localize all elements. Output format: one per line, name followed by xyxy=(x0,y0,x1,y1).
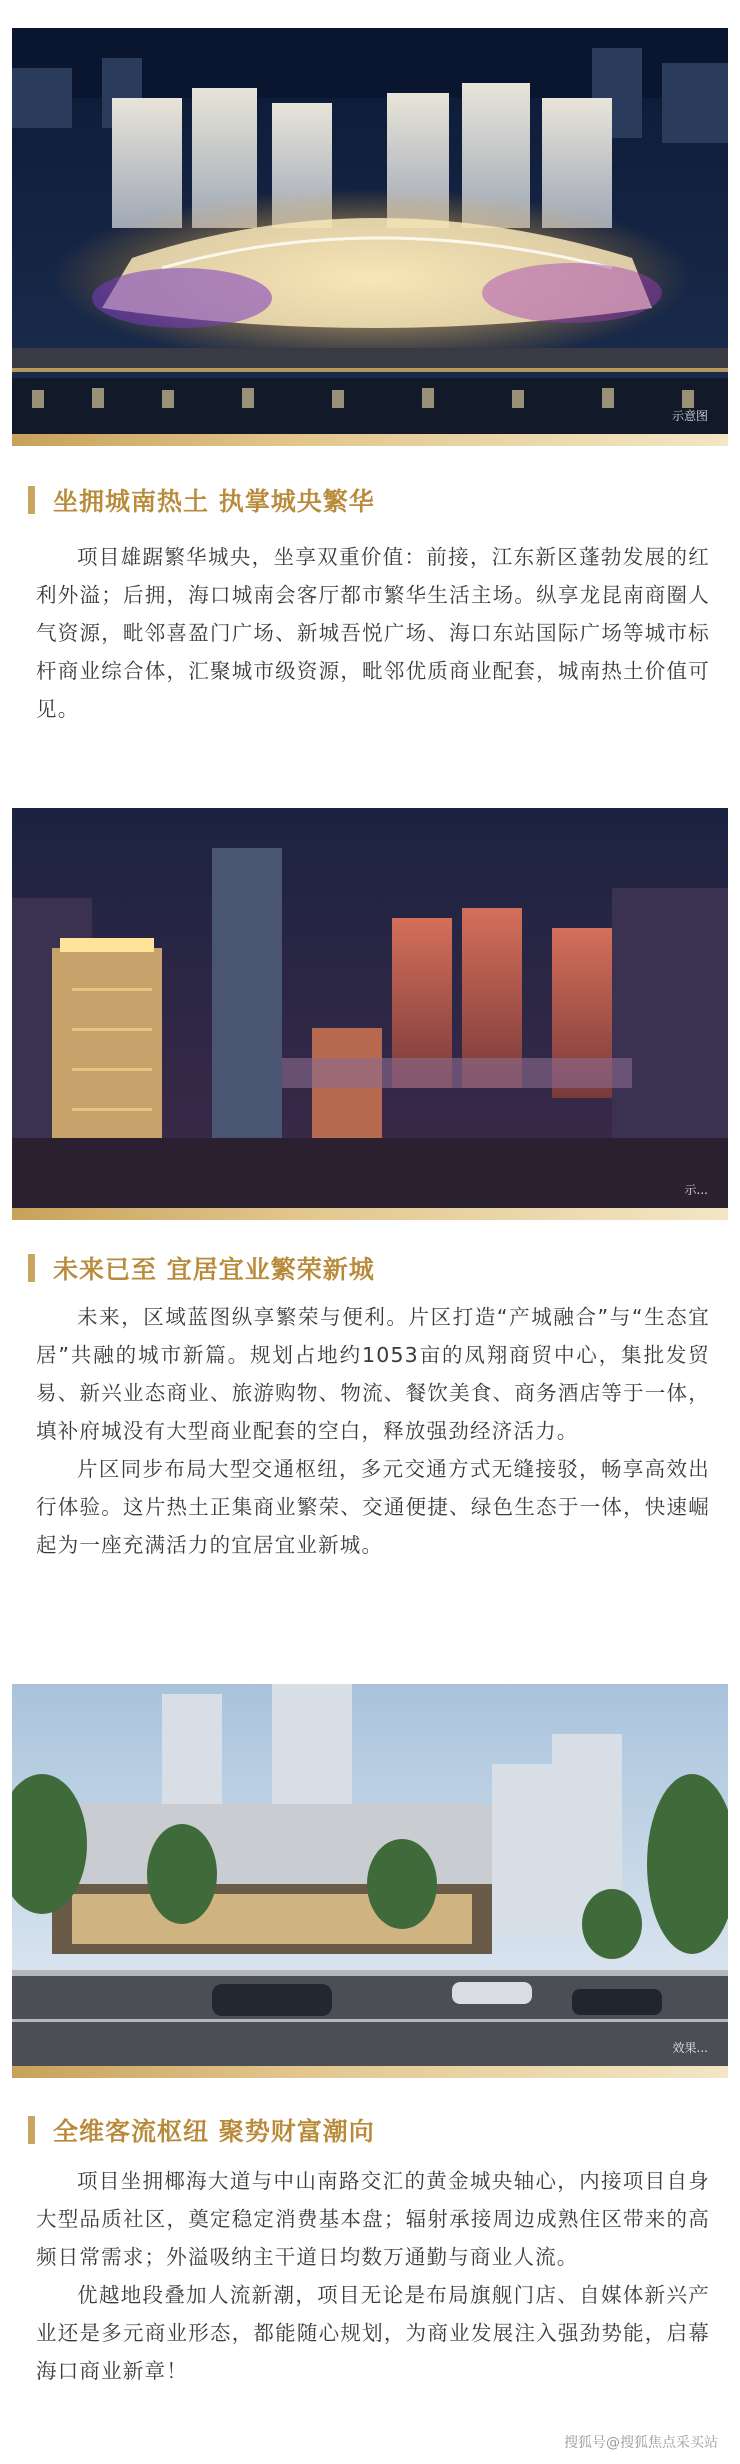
paragraph: 项目雄踞繁华城央，坐享双重价值：前接，江东新区蓬勃发展的红利外溢；后拥，海口城南会客厅都市繁华生活主场。纵享龙昆南商圈人气资源，毗邻喜盈门广场、新城吾悦广场、海口东站国际广场等城市标杆商业综合体，汇聚城市级资源，毗邻优质商业配套，城南热土价值可见。 xyxy=(36,545,710,721)
skyline-night-illustration xyxy=(12,808,728,1208)
section-title: 全维客流枢纽 聚势财富潮向 xyxy=(53,2117,375,2146)
image-caption: 示意图 xyxy=(671,409,708,423)
source-watermark: 搜狐号@搜狐焦点采买站 xyxy=(564,2435,718,2451)
section-body-3 xyxy=(36,2162,710,2390)
section-heading-3 xyxy=(28,2110,375,2150)
section-heading-2 xyxy=(28,1248,375,1288)
section-title: 未来已至 宜居宜业繁荣新城 xyxy=(53,1255,375,1284)
image-caption: 示... xyxy=(684,1183,708,1197)
gold-divider xyxy=(12,1208,728,1220)
aerial-night-image xyxy=(12,28,728,434)
section-body-2 xyxy=(36,1298,710,1564)
paragraph: 未来，区域蓝图纵享繁荣与便利。片区打造“产城融合”与“生态宜居”共融的城市新篇。规划占地约1053亩的凤翔商贸中心，集批发贸易、新兴业态商业、旅游购物、物流、餐饮美食、商务酒店等于一体，填补府城没有大型商业配套的空白，释放强劲经济活力。 xyxy=(36,1305,711,1443)
paragraph: 优越地段叠加人流新潮，项目无论是布局旗舰门店、自媒体新兴产业还是多元商业形态，都能随心规划，为商业发展注入强劲势能，启幕海口商业新章！ xyxy=(36,2283,710,2383)
section-body-1 xyxy=(36,538,710,728)
heading-accent-bar xyxy=(28,2116,35,2144)
gold-divider xyxy=(12,2066,728,2078)
heading-accent-bar xyxy=(28,486,35,514)
image-caption: 效果... xyxy=(672,2041,708,2055)
gold-divider xyxy=(12,434,728,446)
section-title: 坐拥城南热土 执掌城央繁华 xyxy=(53,487,375,516)
aerial-night-illustration xyxy=(12,28,728,434)
section-heading-1 xyxy=(28,480,375,520)
paragraph: 项目坐拥椰海大道与中山南路交汇的黄金城央轴心，内接项目自身大型品质社区，奠定稳定消费基本盘；辐射承接周边成熟住区带来的高频日常需求；外溢吸纳主干道日均数万通勤与商业人流。 xyxy=(36,2169,710,2269)
skyline-night-image xyxy=(12,808,728,1208)
paragraph: 片区同步布局大型交通枢纽，多元交通方式无缝接驳，畅享高效出行体验。这片热土正集商业繁荣、交通便捷、绿色生态于一体，快速崛起为一座充满活力的宜居宜业新城。 xyxy=(36,1457,710,1557)
street-rendering-image xyxy=(12,1684,728,2066)
heading-accent-bar xyxy=(28,1254,35,1282)
street-rendering-illustration xyxy=(12,1684,728,2066)
